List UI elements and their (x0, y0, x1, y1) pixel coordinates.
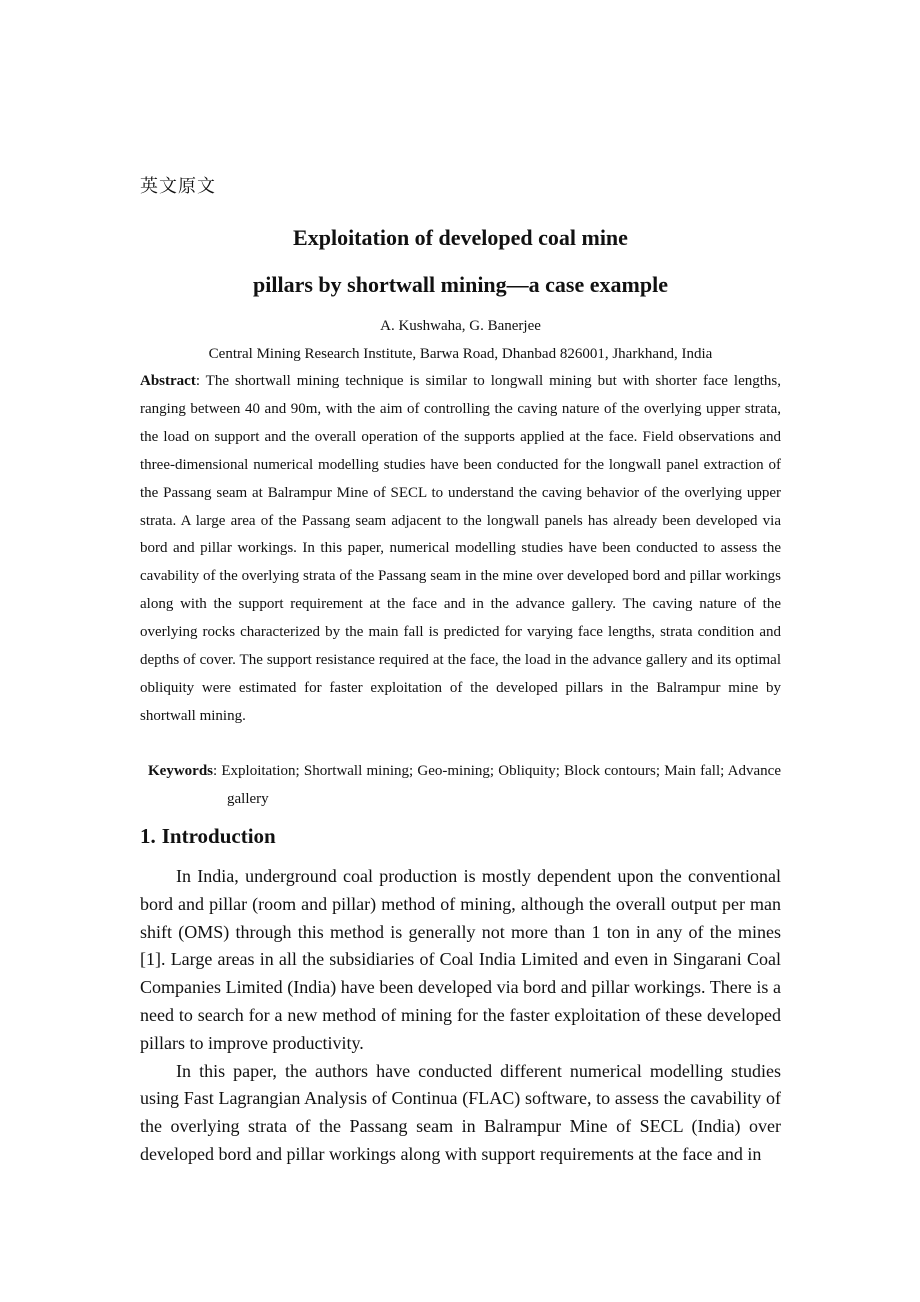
chinese-heading: 英文原文 (140, 176, 216, 197)
section-number: 1. (140, 824, 156, 848)
introduction-body (140, 863, 781, 1169)
keywords-label: Keywords (148, 763, 213, 779)
affiliation: Central Mining Research Institute, Barwa Road, Dhanbad 826001, Jharkhand, India (208, 346, 713, 362)
section-heading (140, 822, 282, 850)
keywords (148, 757, 781, 813)
keywords-text: : Exploitation; Shortwall mining; Geo-mining; Obliquity; Block contours; Main fall; Advance gallery (213, 763, 781, 807)
paper-title-line-2: pillars by shortwall mining—a case example (253, 272, 668, 297)
section-title: Introduction (161, 824, 276, 848)
paragraph: In India, underground coal production is mostly dependent upon the conventional bord and pillar (room and pillar) method of mining, although the overall output per man shift (OMS) through this method is generally not more than 1 ton in any of the mines [1]. Large areas in all the subsidiaries of Coal India Limited and even in Singarani Coal Companies Limited (India) have been developed via bord and pillar workings. There is a need to search for a new method of mining for the faster exploitation of these developed pillars to improve productivity. (140, 866, 781, 1053)
paragraph: In this paper, the authors have conducted different numerical modelling studies using Fast Lagrangian Analysis of Continua (FLAC) software, to assess the cavability of the overlying strata of the Passang seam in Balrampur Mine of SECL (India) over developed bord and pillar workings along with support requirements at the face and in (140, 1060, 781, 1164)
abstract (140, 368, 781, 731)
abstract-text: : The shortwall mining technique is similar to longwall mining but with shorter face lengths, ranging between 40 and 90m, with the aim of controlling the caving nature of the overlying upper strata, the load on support and the overall operation of the supports applied at the face. Field observations and three-dimensional numerical modelling studies have been conducted for the longwall panel extraction of the Passang seam at Balrampur Mine of SECL to understand the caving behavior of the overlying upper strata. A large area of the Passang seam adjacent to the longwall panels has already been developed via bord and pillar workings. In this paper, numerical modelling studies have been conducted to assess the cavability of the overlying strata of the Passang seam in the mine over developed bord and pillar workings along with the support requirement at the face and in the advance gallery. The caving nature of the overlying rocks characterized by the main fall is predicted for varying face lengths, strata condition and depths of cover. The support resistance required at the face, the load in the advance gallery and its optimal obliquity were estimated for faster exploitation of the developed pillars in the Balrampur mine by shortwall mining. (140, 373, 781, 724)
abstract-label: Abstract (140, 373, 196, 389)
authors: A. Kushwaha, G. Banerjee (380, 318, 541, 334)
paper-title-line-1: Exploitation of developed coal mine (293, 225, 628, 250)
